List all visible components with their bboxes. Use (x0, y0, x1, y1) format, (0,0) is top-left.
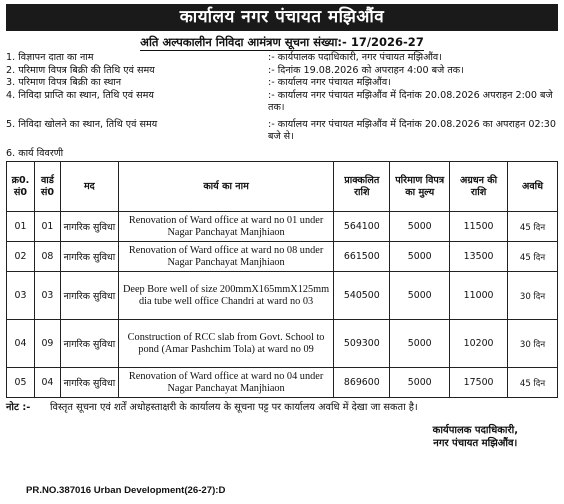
info-row (6, 52, 558, 65)
notice-info-list (6, 52, 558, 160)
cell-head: नागरिक सुविधा (60, 212, 118, 242)
notice-title (6, 34, 558, 50)
info-row (6, 77, 558, 90)
cell-head: नागरिक सुविधा (60, 242, 118, 272)
pr-number: PR.NO.387016 Urban Development(26-27):D (26, 485, 226, 496)
table-row (7, 320, 558, 368)
info-label: 1. विज्ञापन दाता का नाम (6, 52, 94, 63)
cell-work: Renovation of Ward office at ward no 04 under Nagar Panchayat Manjhiaon (118, 368, 334, 398)
cell-sn: 02 (7, 242, 35, 272)
info-value: :- कार्यपालक पदाधिकारी, नगर पंचायत मझिऔंव। (268, 52, 442, 63)
cell-sn: 03 (7, 272, 35, 320)
cell-estimate: 509300 (334, 320, 390, 368)
cell-period: 45 दिन (508, 368, 558, 398)
cell-head: नागरिक सुविधा (60, 272, 118, 320)
cell-estimate: 869600 (334, 368, 390, 398)
signature-block (433, 424, 518, 450)
cell-bill-price: 5000 (390, 368, 450, 398)
info-label: 4. निविदा प्राप्ति का स्थान, तिथि एवं समय (6, 89, 154, 101)
cell-estimate: 661500 (334, 242, 390, 272)
note-section (6, 401, 558, 414)
col-header-head: मद (60, 162, 118, 212)
cell-ward: 08 (34, 242, 60, 272)
info-label: 6. कार्य विवरणी (6, 147, 64, 159)
cell-period: 30 दिन (508, 272, 558, 320)
note-label: नोट :- (6, 402, 31, 413)
info-row (6, 148, 558, 161)
table-row (7, 242, 558, 272)
cell-period: 45 दिन (508, 242, 558, 272)
col-header-sn: क्र0. सं0 (7, 162, 35, 212)
info-value: :- कार्यालय नगर पंचायत मझिऔंव में दिनांक 20.08.2026 का अपराहन 02:30 बजे से। (268, 118, 557, 142)
cell-ward: 04 (34, 368, 60, 398)
col-header-deposit: अग्रधन की राशि (450, 162, 508, 212)
cell-deposit: 10200 (450, 320, 508, 368)
office-title: कार्यालय नगर पंचायत मझिऔंव (6, 4, 558, 31)
col-header-ward: वार्ड सं0 (34, 162, 60, 212)
cell-head: नागरिक सुविधा (60, 320, 118, 368)
cell-deposit: 17500 (450, 368, 508, 398)
signature-section (6, 424, 558, 450)
signature-designation: कार्यपालक पदाधिकारी, (432, 425, 518, 436)
info-label: 2. परिमाण विपत्र बिक्री की तिथि एवं समय (6, 64, 155, 76)
info-value: :- कार्यालय नगर पंचायत मझिऔंव में दिनांक 20.08.2026 अपराहन 2:00 बजे तक। (268, 89, 553, 113)
info-label: 3. परिमाण विपत्र बिक्री का स्थान (6, 77, 122, 88)
col-header-bill-price: परिमाण विपत्र का मुल्य (390, 162, 450, 212)
info-label: 5. निविदा खोलने का स्थान, तिथि एवं समय (6, 118, 158, 130)
cell-work: Construction of RCC slab from Govt. School to pond (Amar Pashchim Tola) at ward no 09 (118, 320, 334, 368)
cell-work: Renovation of Ward office at ward no 01 under Nagar Panchayat Manjhiaon (118, 212, 334, 242)
info-value: :- दिनांक 19.08.2026 को अपराहन 4:00 बजे तक। (268, 64, 464, 76)
cell-bill-price: 5000 (390, 272, 450, 320)
info-value (268, 148, 558, 161)
note-text: विस्तृत सूचना एवं शर्तें अधोहस्ताक्षरी के कार्यालय के सूचना पट्ट पर कार्यालय अवधि में देखा जा सकता है। (50, 402, 418, 413)
col-header-estimate: प्राक्कलित राशि (334, 162, 390, 212)
info-row (6, 119, 558, 144)
cell-work: Renovation of Ward office at ward no 08 under Nagar Panchayat Manjhiaon (118, 242, 334, 272)
notice-title-text (140, 35, 424, 51)
table-header-row (7, 162, 558, 212)
col-header-work: कार्य का नाम (118, 162, 334, 212)
signature-office: नगर पंचायत मझिऔंव। (433, 438, 518, 449)
cell-ward: 03 (34, 272, 60, 320)
table-row (7, 368, 558, 398)
info-row (6, 65, 558, 78)
table-row (7, 272, 558, 320)
cell-bill-price: 5000 (390, 212, 450, 242)
cell-estimate: 564100 (334, 212, 390, 242)
info-row (6, 90, 558, 115)
cell-bill-price: 5000 (390, 242, 450, 272)
cell-estimate: 540500 (334, 272, 390, 320)
work-details-table (6, 161, 558, 398)
cell-work: Deep Bore well of size 200mmX165mmX125mm dia tube well office Chandri at ward no 03 (118, 272, 334, 320)
cell-deposit: 11000 (450, 272, 508, 320)
col-header-period: अवधि (508, 162, 558, 212)
cell-head: नागरिक सुविधा (60, 368, 118, 398)
cell-ward: 01 (34, 212, 60, 242)
cell-ward: 09 (34, 320, 60, 368)
notice-title-prefix: अति अल्पकालीन निविदा आमंत्रण सूचना संख्या:- (140, 35, 347, 49)
cell-sn: 04 (7, 320, 35, 368)
info-value: :- कार्यालय नगर पंचायत मझिऔंव। (268, 77, 391, 88)
cell-period: 30 दिन (508, 320, 558, 368)
cell-sn: 01 (7, 212, 35, 242)
notice-number: 17/2026-27 (350, 35, 424, 49)
table-row (7, 212, 558, 242)
cell-sn: 05 (7, 368, 35, 398)
cell-period: 45 दिन (508, 212, 558, 242)
cell-deposit: 11500 (450, 212, 508, 242)
cell-bill-price: 5000 (390, 320, 450, 368)
cell-deposit: 13500 (450, 242, 508, 272)
